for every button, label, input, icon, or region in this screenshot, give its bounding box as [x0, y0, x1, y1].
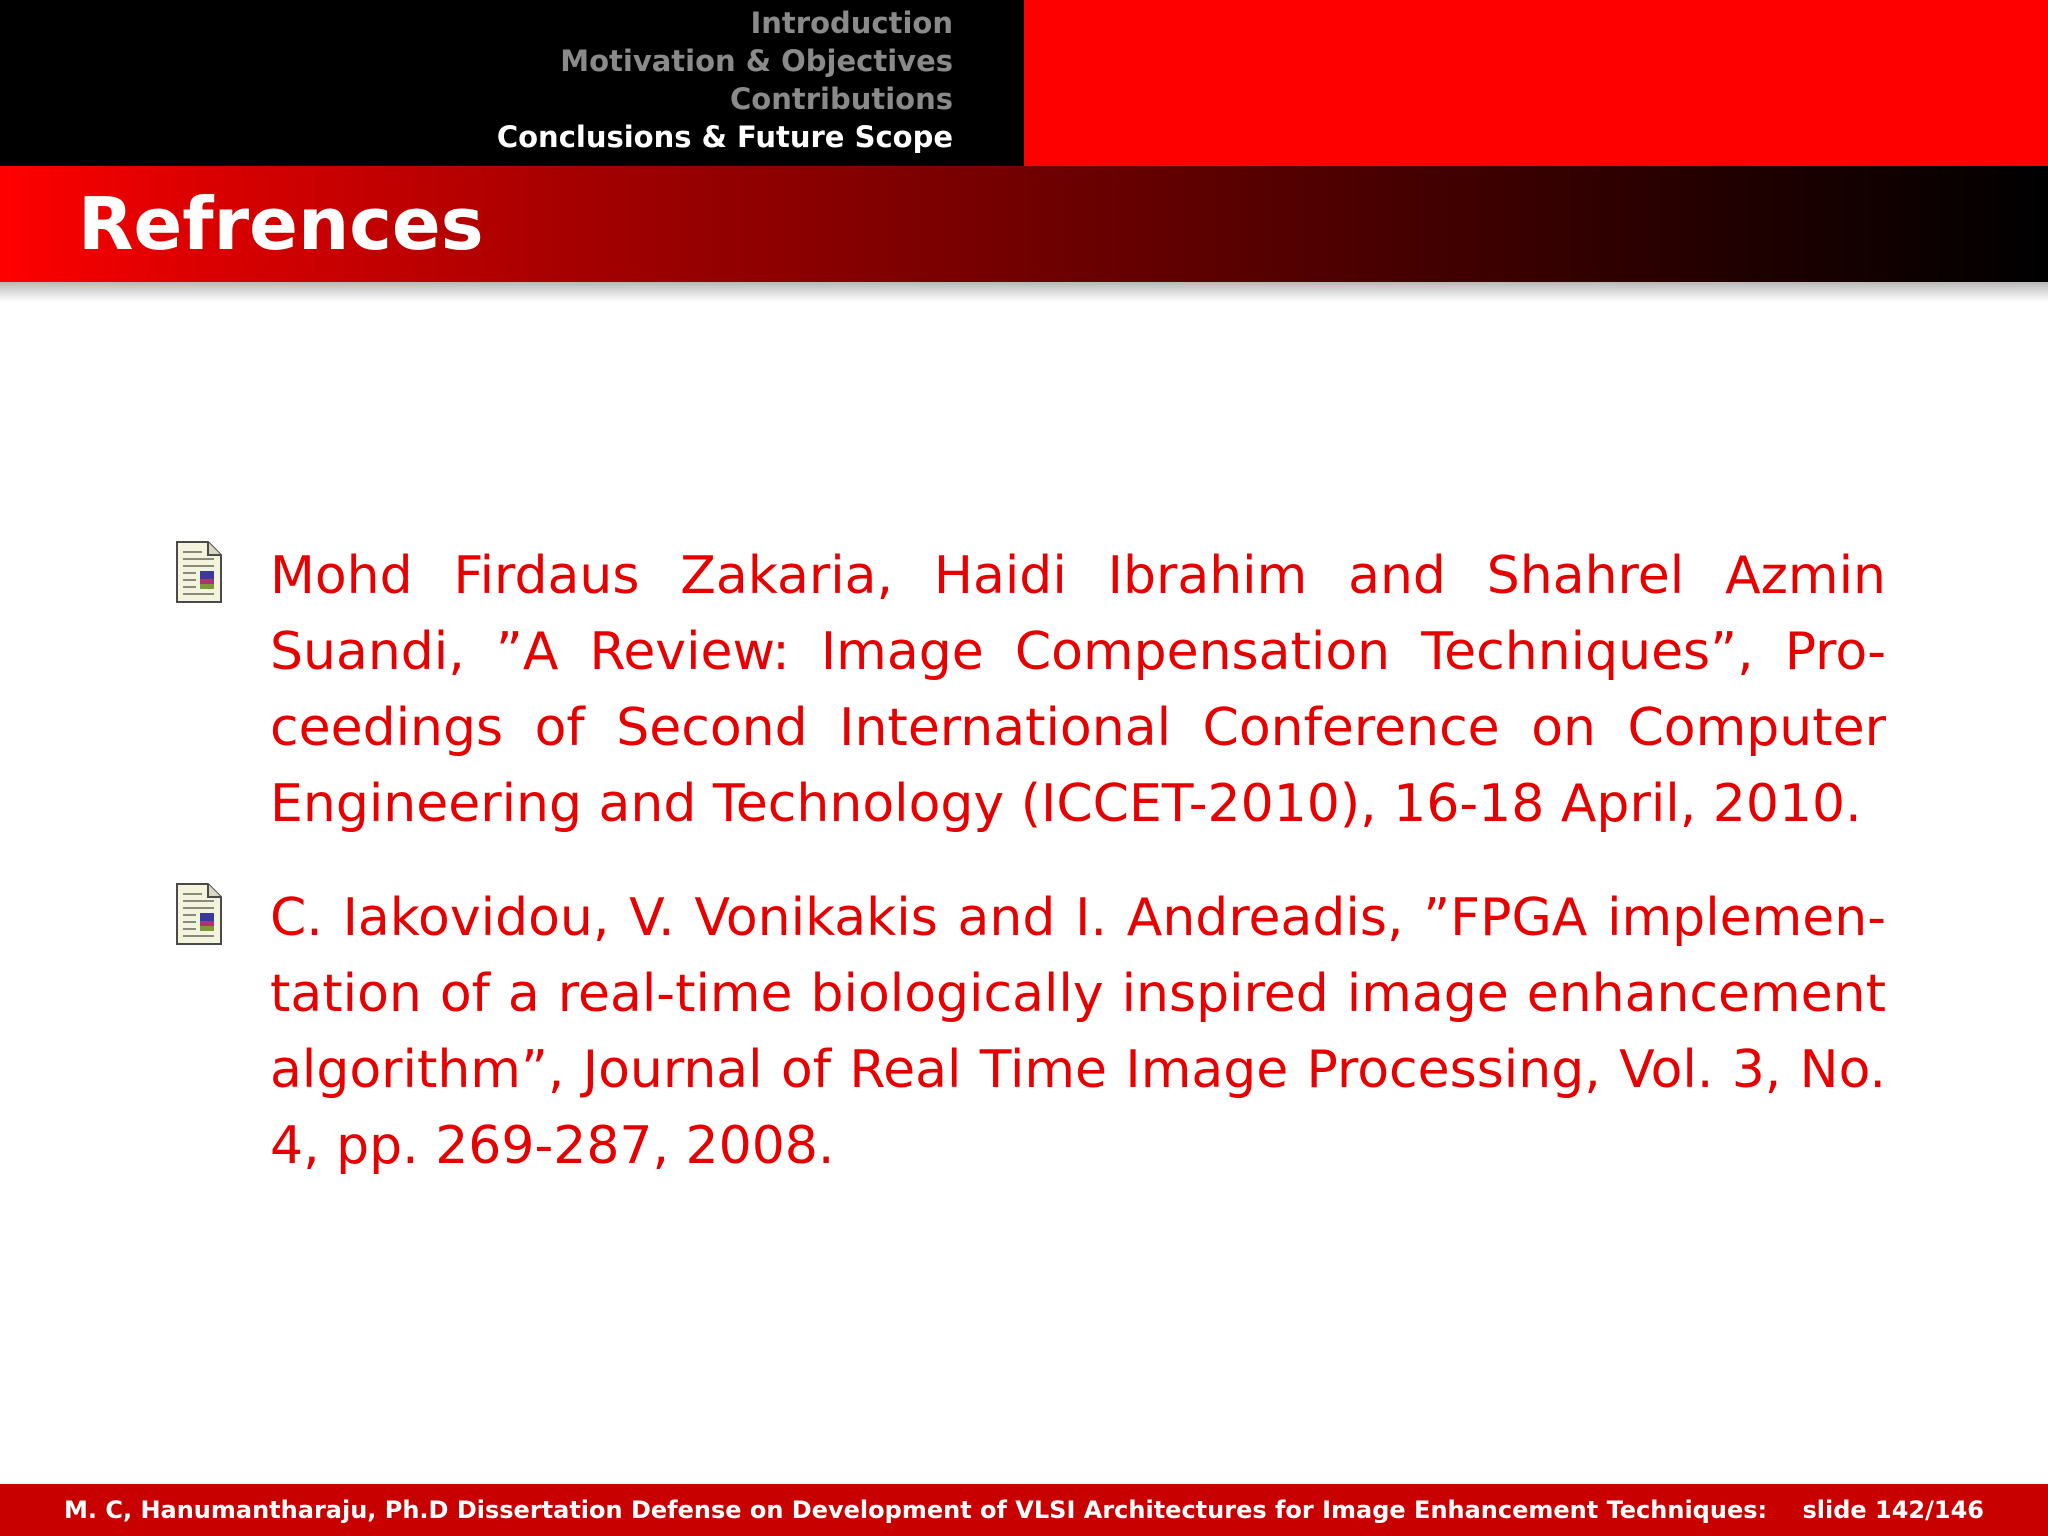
page-title: Refrences [78, 182, 484, 266]
section-nav [497, 4, 953, 156]
header-accent-panel [1024, 0, 2048, 166]
nav-item-motivation[interactable]: Motivation & Objectives [560, 44, 953, 78]
reference-item: C. Iakovidou, V. Vonikakis and I. Andreadis, ”FPGA implementation of a real-time biologically inspired image enhancement algorithm”, Journal of Real Time Image Processing, Vol. 3, No. 4, pp. 269-287, 2008. [270, 888, 1886, 1176]
title-bar-shadow [0, 282, 2048, 302]
document-icon [174, 540, 224, 604]
nav-item-contributions[interactable]: Contributions [730, 82, 953, 116]
header-nav-panel [0, 0, 1024, 166]
reference-item: Mohd Firdaus Zakaria, Haidi Ibrahim and Shahrel Azmin Suandi, ”A Review: Image Compensation Techniques”, Proceedings of Second International Conference on Computer Engineering and Technology (ICCET-2010), 16-18 April, 2010. [270, 546, 1886, 834]
nav-item-conclusions[interactable]: Conclusions & Future Scope [496, 120, 953, 154]
footer-presentation-title: M. C, Hanumantharaju, Ph.D Dissertation Defense on Development of VLSI Architectures for Image Enhancement Techniques: [64, 1496, 1768, 1524]
slide-number: slide 142/146 [1802, 1496, 1984, 1524]
nav-item-introduction[interactable]: Introduction [750, 6, 953, 40]
document-icon [174, 882, 224, 946]
